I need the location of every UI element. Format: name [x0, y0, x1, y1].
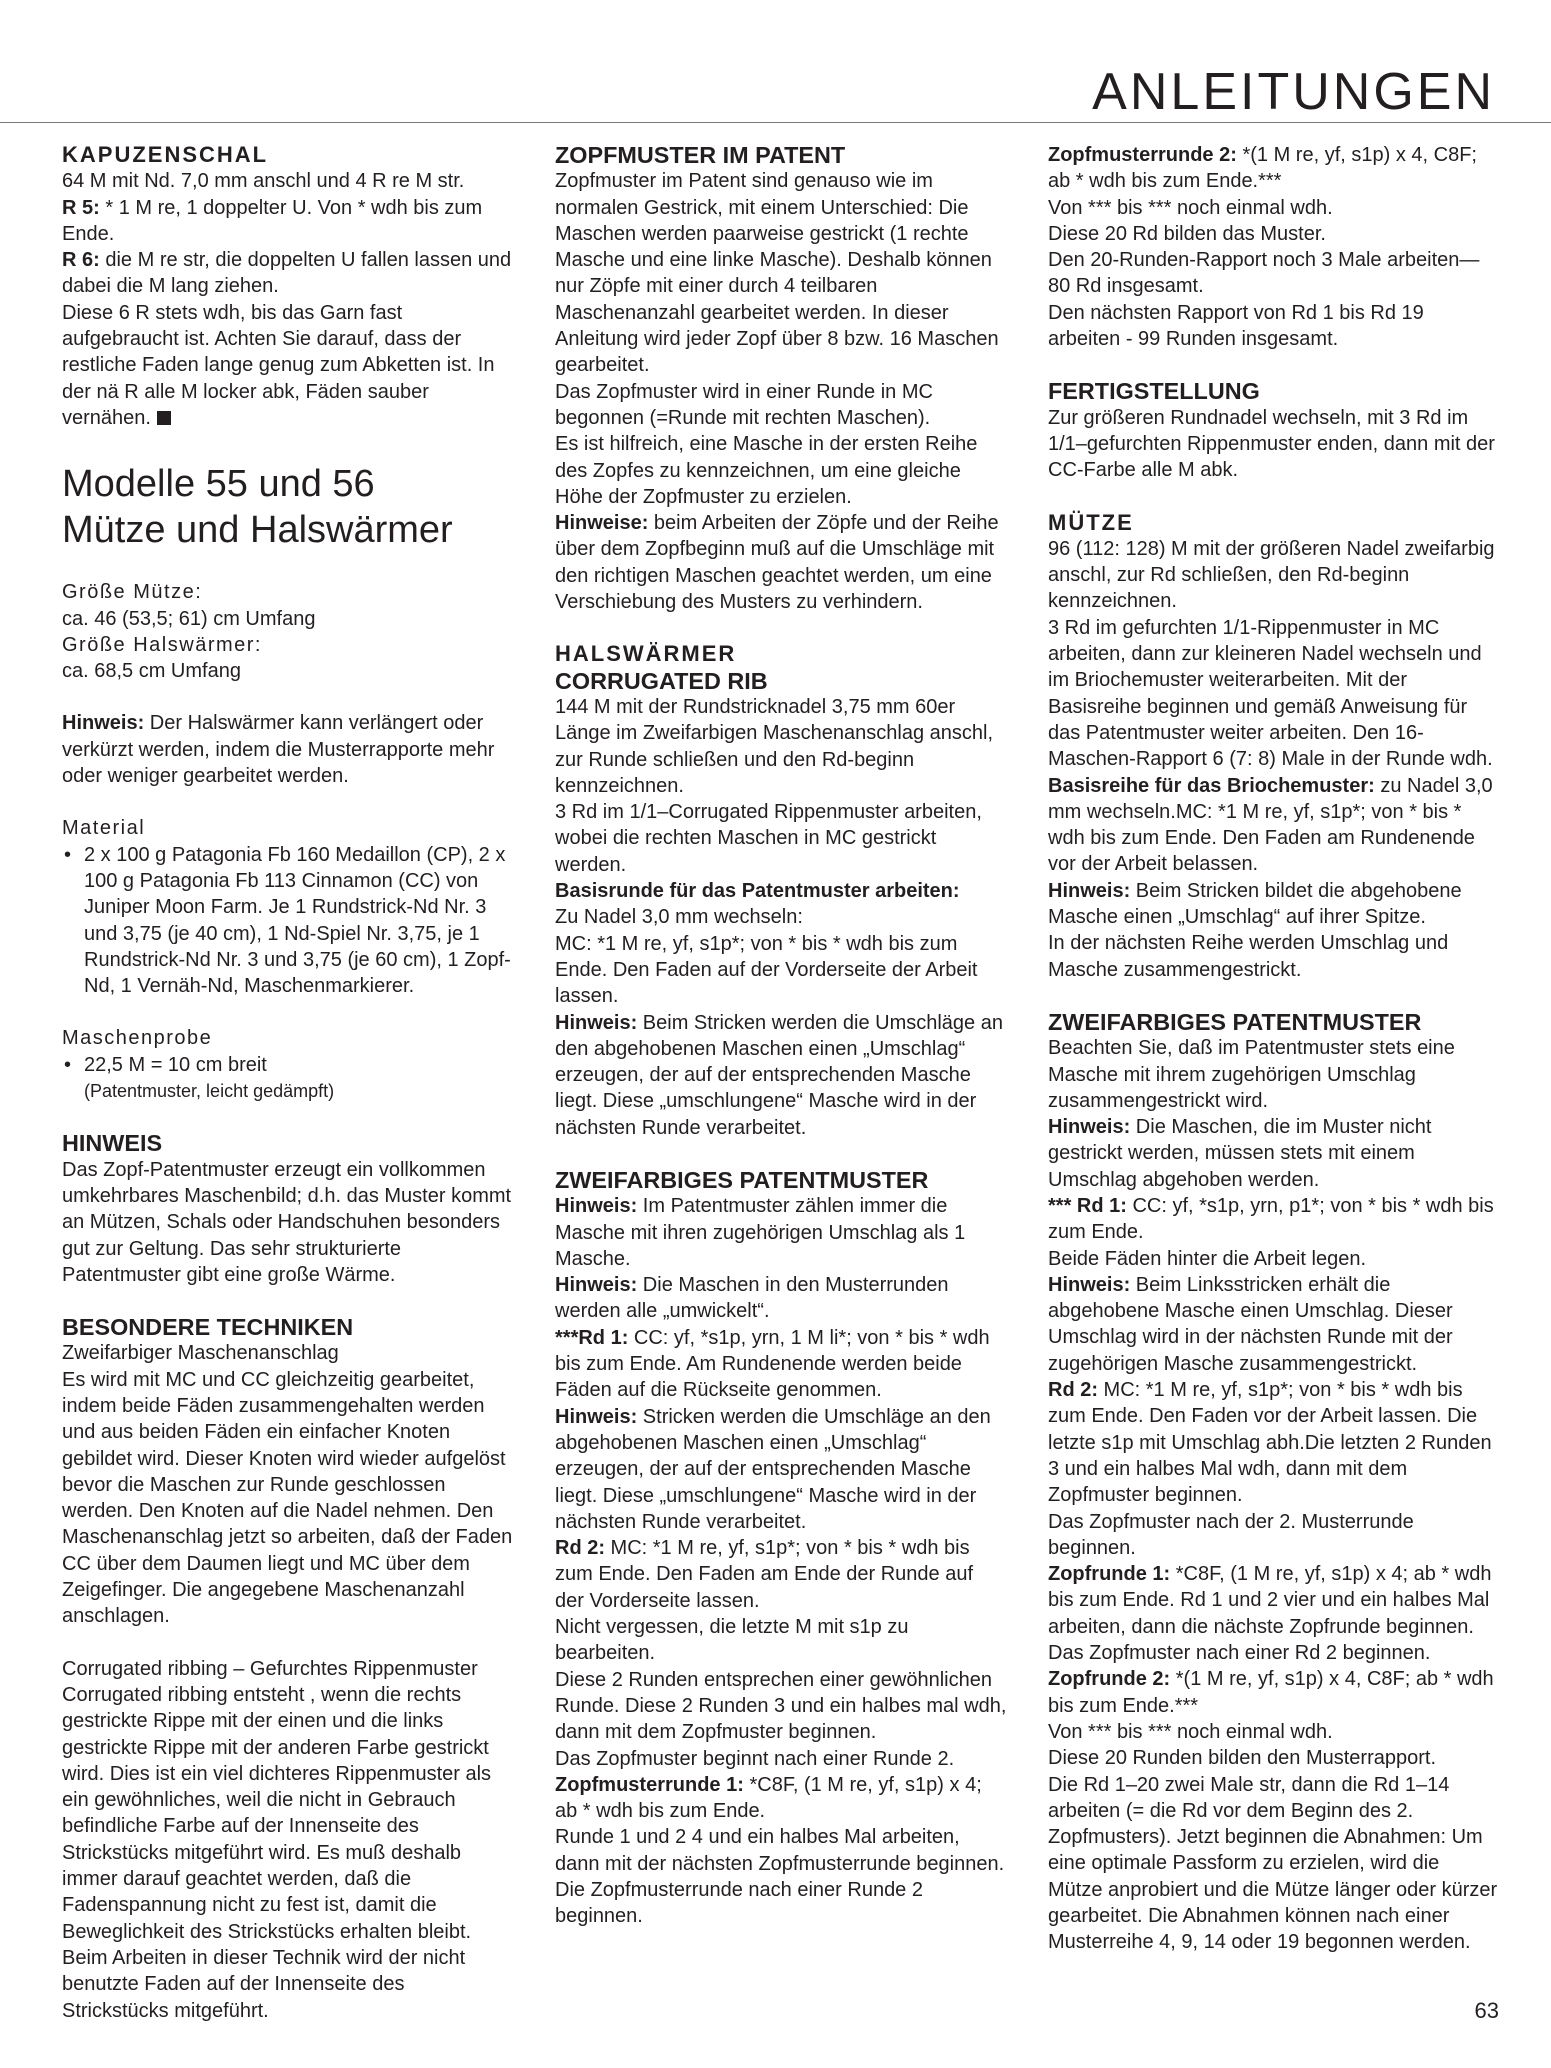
halswaermer-hint [555, 1010, 1007, 1141]
zopfmuster-paragraph-3: Es ist hilfreich, eine Masche in der ersten Reihe des Zopfes zu kennzeichnen, um eine gleiche Höhe der Zopfmuster zu erzielen. [555, 433, 978, 508]
patentmuster-hint-3-text: Stricken werden die Umschläge an den abgehobenen Maschen einen „Umschlag“ erzeugen, der auf der entsprechenden Masche liegt. Diese „umschlungene“ Masche wird in der nächsten Runde verarbeitet. [555, 1405, 991, 1533]
muetze-basis-text: zu Nadel 3,0 mm wechseln.MC: *1 M re, yf, s1p*; von * bis * wdh bis zum Ende. Den Faden am Rundenende vor der Arbeit belassen. [1048, 774, 1493, 876]
patentmuster-paragraph-5: Die Zopfmusterrunde nach einer Runde 2 beginnen. [555, 1879, 923, 1928]
muetze-hint-label: Hinweis: [1048, 879, 1131, 902]
patentmuster-hint-3-label: Hinweis: [555, 1405, 638, 1428]
patentmuster-round-2-text: MC: *1 M re, yf, s1p*; von * bis * wdh bis zum Ende. Den Faden am Ende der Runde auf der Vorderseite lassen. [555, 1537, 974, 1612]
repeat-paragraph-1: Von *** bis *** noch einmal wdh. [1048, 196, 1333, 219]
patentmuster-2-paragraph-2: Beide Fäden hinter die Arbeit legen. [1048, 1247, 1366, 1270]
patentmuster-round-1-label: ***Rd 1: [555, 1326, 629, 1349]
kapuzenschal-row-5 [62, 195, 514, 248]
patentmuster-2-paragraph-5: Von *** bis *** noch einmal wdh. [1048, 1720, 1333, 1743]
row-6-text: die M re str, die doppelten U fallen lassen und dabei die M lang ziehen. [62, 249, 512, 298]
halswaermer-hint-label: Hinweis: [555, 1011, 638, 1034]
patentmuster-2-hint-1 [1048, 1114, 1498, 1193]
kapuzenschal-heading: KAPUZENSCHAL [62, 142, 269, 167]
muetze-basis-label: Basisreihe für das Briochemuster: [1048, 774, 1375, 797]
repeat-paragraph-2: Diese 20 Rd bilden das Muster. [1048, 222, 1326, 245]
zopfmusterrunde-2 [1048, 142, 1498, 195]
technique-1-title: Zweifarbiger Maschenanschlag [62, 1342, 339, 1365]
patentmuster-2-hint-1-text: Die Maschen, die im Muster nicht gestrickt werden, müssen stets mit einem Umschlag abgehoben werden. [1048, 1116, 1432, 1191]
halswaermer-basis-label: Basisrunde für das Patentmuster arbeiten: [555, 880, 960, 903]
muetze-paragraph-3: In der nächsten Reihe werden Umschlag und Masche zusammengestrickt. [1048, 932, 1449, 981]
technique-1-text: Es wird mit MC und CC gleichzeitig gearbeitet, indem beide Fäden zusammengehalten werden und aus beiden Fäden ein einfacher Knoten gebildet wird. Dieser Knoten wird wieder aufgelöst bevor die Maschen zur Runde geschlossen werden. Den Knoten auf die Nadel nehmen. Den Maschenanschlag jetzt so arbeiten, daß der Faden CC über dem Daumen liegt und MC über dem Zeigefinger. Die angegebene Maschenanzahl anschlagen. [62, 1368, 513, 1628]
size-scarf-value: ca. 68,5 cm Umfang [62, 660, 241, 683]
fertigstellung-heading: FERTIGSTELLUNG [1048, 378, 1260, 405]
patentmuster-2-round-2-label: Rd 2: [1048, 1379, 1098, 1402]
kapuzenschal-paragraph-4 [62, 300, 514, 431]
patentmuster-paragraph-3: Das Zopfmuster beginnt nach einer Runde 2. [555, 1747, 955, 1770]
material-label: Material [62, 817, 146, 840]
zopfmuster-heading: ZOPFMUSTER IM PATENT [555, 142, 846, 168]
muetze-hint [1048, 878, 1498, 931]
patentmuster-2-round-2-text: MC: *1 M re, yf, s1p*; von * bis * wdh bis zum Ende. Den Faden vor der Arbeit lassen. Die letzte s1p mit Umschlag abh.Die letzten 2 Runden 3 und ein halbes Mal wdh, dann mit dem Zopfmuster beginnen. [1048, 1379, 1492, 1507]
technique-2-text: Corrugated ribbing entsteht , wenn die rechts gestrickte Rippe mit der einen und die links gestrickte Rippe mit der anderen Farbe gestrickt wird. Dies ist ein viel dichteres Rippenmuster als ein gewöhnliches, weil die nicht in Gebrauch befindliche Farbe auf der Innenseite des Strickstücks mitgeführt wird. Es muß deshalb immer darauf geachtet werden, daß die Fadenspannung nicht zu fest ist, damit die Beweglichkeit des Strickstücks erhalten bleibt. Beim Arbeiten in dieser Technik wird der nicht benutzte Faden auf der Innenseite des Strickstücks mitgeführt. [62, 1683, 492, 2022]
zopfmusterrunde-1-label: Zopfmusterrunde 1: [555, 1773, 744, 1796]
patentmuster-2-paragraph-3: Das Zopfmuster nach der 2. Musterrunde beginnen. [1048, 1510, 1414, 1559]
end-mark-square [157, 411, 171, 425]
patentmuster-round-2-label: Rd 2: [555, 1537, 605, 1560]
zopfmuster-hint [555, 510, 1007, 615]
patentmuster-round-1 [555, 1325, 1007, 1404]
patentmuster-2-hint-2-text: Beim Linksstricken erhält die abgehobene Masche einen Umschlag. Dieser Umschlag wird in der nächsten Runde mit der zugehörigen Masche zusammengestrickt. [1048, 1273, 1453, 1375]
size-scarf-label: Größe Halswärmer: [62, 633, 262, 656]
techniques-heading: BESONDERE TECHNIKEN [62, 1314, 354, 1341]
patentmuster-hint-3 [555, 1404, 1007, 1535]
repeat-paragraph-3: Den 20-Runden-Rapport noch 3 Male arbeiten—80 Rd insgesamt. [1048, 249, 1480, 298]
patentmuster-round-2 [555, 1535, 1007, 1614]
kapuzenschal-finish-text: Diese 6 R stets wdh, bis das Garn fast aufgebraucht ist. Achten Sie darauf, dass der restliche Faden lange genug zum Abketten ist. In der nä R alle M locker abk, Fäden sauber vernähen. [62, 301, 495, 429]
size-hint [62, 710, 514, 789]
zopfrunde-2-text: *(1 M re, yf, s1p) x 4, C8F; ab * wdh bis zum Ende.*** [1048, 1668, 1494, 1717]
patentmuster-hint-2-text: Die Maschen in den Musterrunden werden alle „umwickelt“. [555, 1274, 949, 1323]
header-divider [0, 122, 1551, 123]
zopfmusterrunde-2-text: *(1 M re, yf, s1p) x 4, C8F; ab * wdh bis zum Ende.*** [1048, 144, 1477, 193]
zopfmusterrunde-1-text: *C8F, (1 M re, yf, s1p) x 4; ab * wdh bis zum Ende. [555, 1773, 982, 1823]
halswaermer-paragraph-2: 3 Rd im 1/1–Corrugated Rippenmuster arbeiten, wobei die rechten Maschen in MC gestrickt werden. [555, 801, 982, 876]
page-number: 63 [1474, 1998, 1499, 2023]
patentmuster-2-paragraph-4: Das Zopfmuster nach einer Rd 2 beginnen. [1048, 1642, 1431, 1665]
halswaermer-heading: HALSWÄRMER [555, 641, 737, 667]
patentmuster-heading: ZWEIFARBIGES PATENTMUSTER [555, 1166, 929, 1193]
material-item: • 2 x 100 g Patagonia Fb 160 Medaillon (CP), 2 x 100 g Patagonia Fb 113 Cinnamon (CC) von Juniper Moon Farm. Je 1 Rundstrick-Nd Nr. 3 und 3,75 (je 40 cm), 1 Nd-Spiel Nr. 3,75, je 1 Rundstrick-Nd Nr. 3 und 3,75 (je 60 cm), 1 Zopf-Nd, 1 Vernäh-Nd, Maschenmarkierer. [62, 842, 514, 1000]
gauge-label: Maschenprobe [62, 1027, 213, 1050]
hinweis-heading: HINWEIS [62, 1130, 163, 1157]
fertigstellung-text: Zur größeren Rundnadel wechseln, mit 3 Rd im 1/1–gefurchten Rippenmuster enden, dann mit der CC-Farbe alle M abk. [1048, 406, 1495, 482]
row-5-label: R 5: [62, 196, 100, 219]
model-title-line-1: Modelle 55 und 56 [62, 463, 375, 506]
column-middle [555, 142, 1007, 1930]
technique-2-title: Corrugated ribbing – Gefurchtes Rippenmuster [62, 1657, 478, 1680]
row-5-text: * 1 M re, 1 doppelter U. Von * wdh bis zum Ende. [62, 196, 483, 245]
size-hat-label: Größe Mütze: [62, 581, 203, 604]
patentmuster-paragraph-2: Diese 2 Runden entsprechen einer gewöhnlichen Runde. Diese 2 Runden 3 und ein halbes mal wdh, dann mit dem Zopfmuster beginnen. [555, 1668, 1007, 1744]
gauge-note: (Patentmuster, leicht gedämpft) [84, 1081, 335, 1102]
patentmuster-hint-2 [555, 1272, 1007, 1325]
patentmuster-2-paragraph-1: Beachten Sie, daß im Patentmuster stets eine Masche mit ihrem zugehörigen Umschlag zusammengestrickt wird. [1048, 1037, 1455, 1112]
patentmuster-2-hint-2 [1048, 1272, 1498, 1377]
kapuzenschal-paragraph-1: 64 M mit Nd. 7,0 mm anschl und 4 R re M str. [62, 170, 465, 193]
patentmuster-2-paragraph-6: Diese 20 Runden bilden den Musterrapport. [1048, 1747, 1437, 1770]
page-header-title: ANLEITUNGEN [1092, 63, 1495, 121]
patentmuster-round-1-text: CC: yf, *s1p, yrn, 1 M li*; von * bis * wdh bis zum Ende. Am Rundenende werden beide Fäden auf die Rückseite genommen. [555, 1326, 990, 1402]
zopfmuster-paragraph-2: Das Zopfmuster wird in einer Runde in MC begonnen (=Runde mit rechten Maschen). [555, 380, 933, 429]
halswaermer-paragraph-1: 144 M mit der Rundstricknadel 3,75 mm 60er Länge im Zweifarbigen Maschenanschlag anschl, zur Runde schließen und den Rd-beginn kennzeichnen. [555, 695, 994, 797]
hinweis-text: Das Zopf-Patentmuster erzeugt ein vollkommen umkehrbares Maschenbild; d.h. das Muster kommt an Mützen, Schals oder Handschuhen besonders gut zur Geltung. Das sehr strukturierte Patentmuster gibt eine große Wärme. [62, 1158, 512, 1286]
patentmuster-paragraph-4: Runde 1 und 2 4 und ein halbes Mal arbeiten, dann mit der nächsten Zopfmusterrunde beginnen. [555, 1826, 1005, 1875]
zopfrunde-1-label: Zopfrunde 1: [1048, 1563, 1171, 1586]
halswaermer-hint-text: Beim Stricken werden die Umschläge an den abgehobenen Maschen einen „Umschlag“ erzeugen, der auf der entsprechenden Masche liegt. Diese „umschlungene“ Masche wird in der nächsten Runde verarbeitet. [555, 1011, 1003, 1139]
patentmuster-hint-1-label: Hinweis: [555, 1195, 638, 1218]
size-hint-label: Hinweis: [62, 712, 145, 735]
zopfmusterrunde-2-label: Zopfmusterrunde 2: [1048, 144, 1237, 166]
zopfrunde-1 [1048, 1561, 1498, 1640]
size-hat-value: ca. 46 (53,5; 61) cm Umfang [62, 607, 316, 630]
muetze-paragraph-1: 96 (112: 128) M mit der größeren Nadel zweifarbig anschl, zur Rd schließen, den Rd-beginn kennzeichnen. [1048, 537, 1495, 613]
repeat-paragraph-4: Den nächsten Rapport von Rd 1 bis Rd 19 arbeiten - 99 Runden insgesamt. [1048, 301, 1424, 351]
patentmuster-hint-2-label: Hinweis: [555, 1274, 638, 1297]
column-right [1048, 142, 1498, 1956]
row-6-label: R 6: [62, 249, 100, 272]
halswaermer-paragraph-3: Zu Nadel 3,0 mm wechseln: [555, 906, 803, 929]
corrugated-heading: CORRUGATED RIB [555, 667, 768, 694]
halswaermer-paragraph-4: MC: *1 M re, yf, s1p*; von * bis * wdh bis zum Ende. Den Faden auf der Vorderseite der Arbeit lassen. [555, 932, 978, 1008]
patentmuster-2-paragraph-7: Die Rd 1–20 zwei Male str, dann die Rd 1–14 arbeiten (= die Rd vor dem Beginn des 2. Zopfmusters). Jetzt beginnen die Abnahmen: Um eine optimale Passform zu erzielen, wird die Mütze anprobiert und die Mütze länger oder kürzer gearbeitet. Die Abnahmen können nach einer Musterreihe 4, 9, 14 oder 19 begonnen werden. [1048, 1773, 1498, 1954]
patentmuster-2-round-1-label: *** Rd 1: [1048, 1194, 1127, 1217]
material-list [62, 842, 514, 1000]
patentmuster-2-hint-1-label: Hinweis: [1048, 1116, 1131, 1139]
column-left [62, 142, 514, 2024]
kapuzenschal-row-6 [62, 247, 514, 300]
muetze-basis [1048, 773, 1498, 878]
patentmuster-2-heading: ZWEIFARBIGES PATENTMUSTER [1048, 1008, 1422, 1035]
muetze-hint-text: Beim Stricken bildet die abgehobene Masche einen „Umschlag“ auf ihrer Spitze. [1048, 879, 1462, 929]
muetze-paragraph-2: 3 Rd im gefurchten 1/1-Rippenmuster in MC arbeiten, dann zur kleineren Nadel wechseln und im Briochemuster weiterarbeiten. Mit der Basisreihe beginnen und gemäß Anweisung für das Patentmuster weiter arbeiten. Den 16-Maschen-Rapport 6 (7: 8) Male in der Runde wdh. [1048, 616, 1493, 771]
model-title-line-2: Mütze und Halswärmer [62, 509, 453, 552]
zopfmuster-paragraph-1: Zopfmuster im Patent sind genauso wie im normalen Gestrick, mit einem Unterschied: Die Maschen werden paarweise gestrickt (1 rechte Masche und eine linke Masche). Deshalb können nur Zöpfe mit einer durch 4 teilbaren Maschenanzahl gearbeitet werden. In dieser Anleitung wird jeder Zopf über 8 bzw. 16 Maschen gearbeitet. [555, 170, 999, 377]
patentmuster-2-round-1 [1048, 1193, 1498, 1246]
patentmuster-hint-1-text: Im Patentmuster zählen immer die Masche mit ihren zugehörigen Umschlag als 1 Masche. [555, 1195, 966, 1270]
zopfrunde-2-label: Zopfrunde 2: [1048, 1668, 1171, 1691]
zopfrunde-1-text: *C8F, (1 M re, yf, s1p) x 4; ab * wdh bis zum Ende. Rd 1 und 2 vier und ein halbes Mal arbeiten, dann die nächste Zopfrunde beginnen. [1048, 1563, 1492, 1638]
patentmuster-2-hint-2-label: Hinweis: [1048, 1273, 1131, 1296]
size-hint-text: Der Halswärmer kann verlängert oder verkürzt werden, indem die Musterrapporte mehr oder weniger gearbeitet werden. [62, 712, 495, 788]
zopfmuster-hint-text: beim Arbeiten der Zöpfe und der Reihe über dem Zopfbeginn muß auf die Umschläge mit den richtigen Maschen geachtet werden, um eine Verschiebung des Musters zu verhindern. [555, 512, 999, 614]
gauge-item: • 22,5 M = 10 cm breit [62, 1052, 514, 1078]
patentmuster-2-round-1-text: CC: yf, *s1p, yrn, p1*; von * bis * wdh bis zum Ende. [1048, 1194, 1494, 1244]
patentmuster-hint-1 [555, 1193, 1007, 1272]
gauge-list [62, 1052, 514, 1078]
muetze-heading: MÜTZE [1048, 509, 1134, 535]
zopfmusterrunde-1 [555, 1772, 1007, 1825]
zopfmuster-hint-label: Hinweise: [555, 512, 649, 535]
patentmuster-paragraph-1: Nicht vergessen, die letzte M mit s1p zu bearbeiten. [555, 1616, 909, 1665]
patentmuster-2-round-2 [1048, 1377, 1498, 1508]
zopfrunde-2 [1048, 1666, 1498, 1719]
